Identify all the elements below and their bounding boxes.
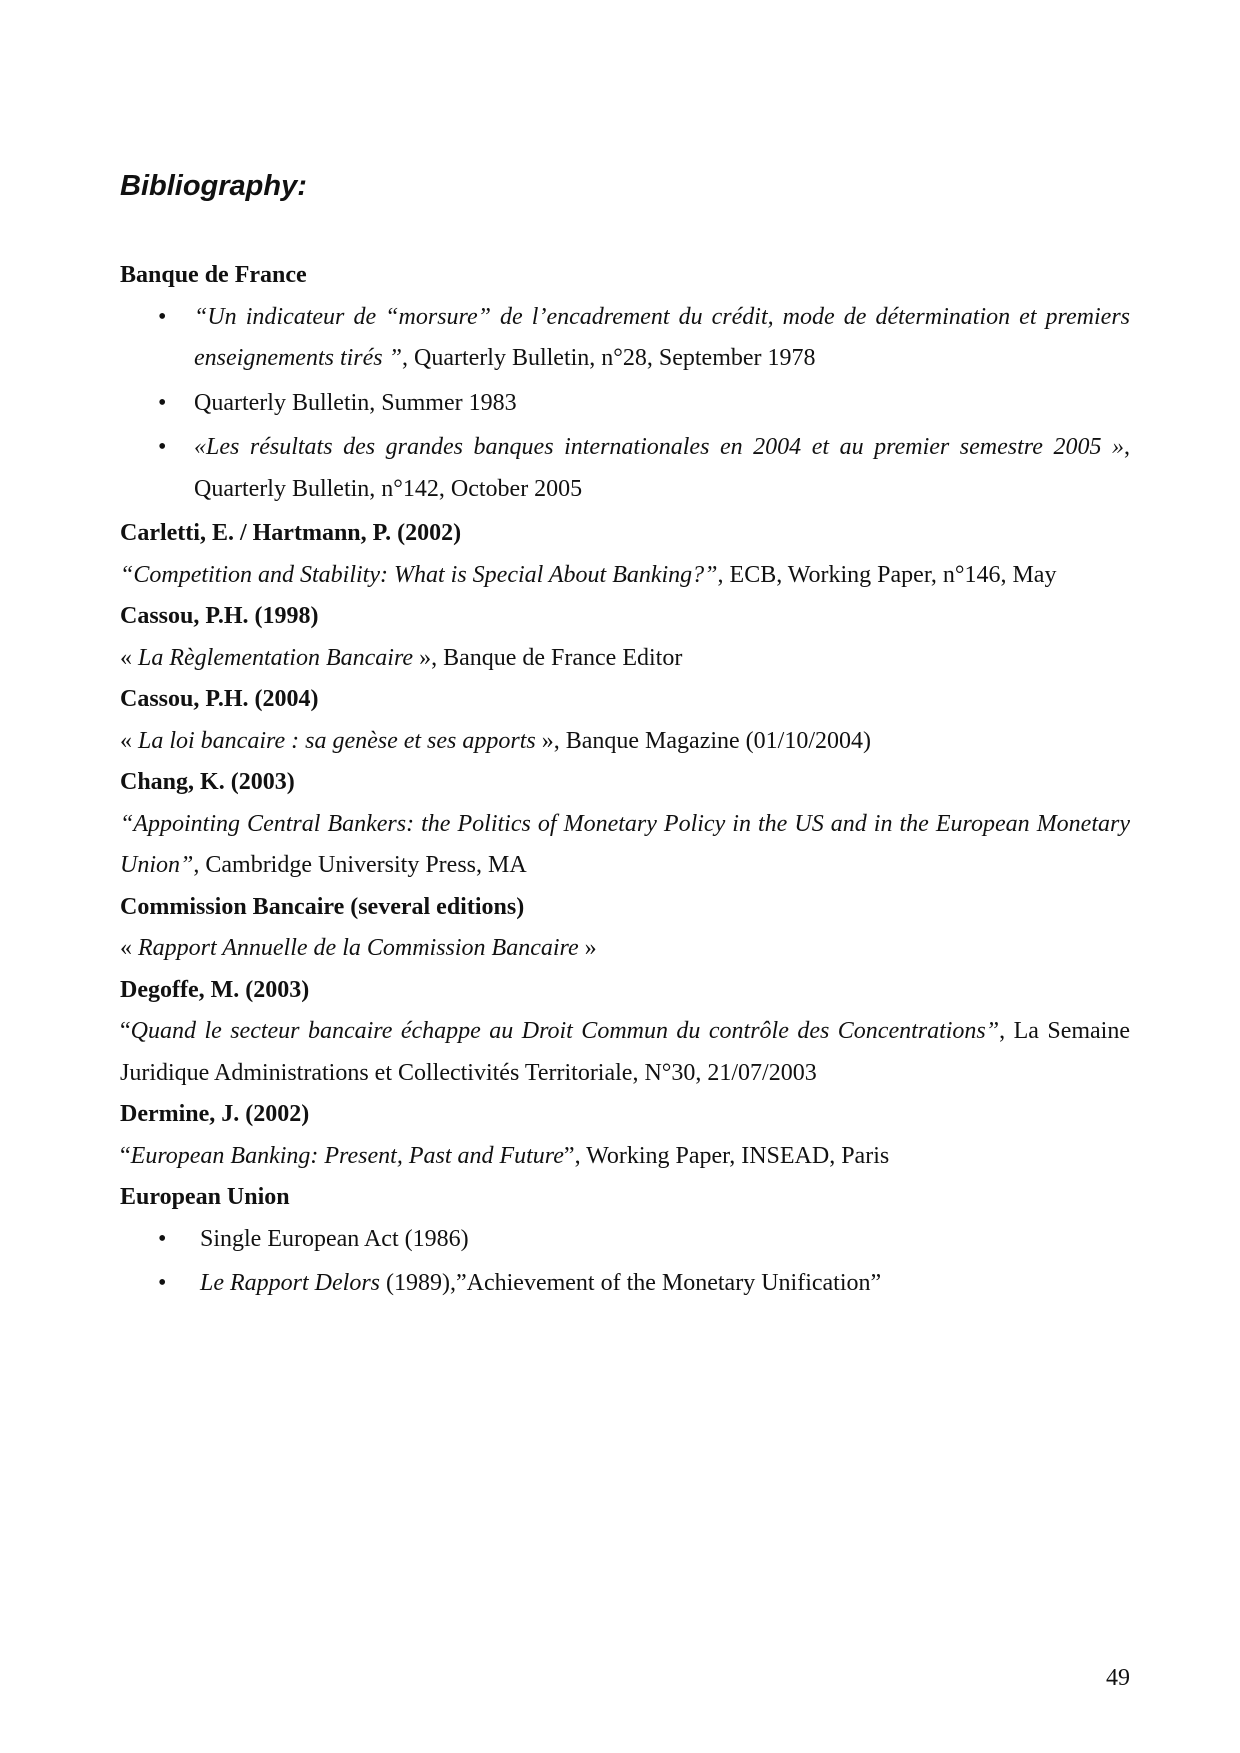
banque-de-france-items [120,297,1130,511]
entry-details: , Quarterly Bulletin, n°142, October 2005 [194,434,1130,502]
bullet-icon: • [158,303,167,330]
bullet-icon: • [158,1225,167,1252]
entry-details: , La Semaine Juridique Administrations et Collectivités Territoriale, N°30, 21/07/2003 [120,1018,1130,1086]
list-item [120,297,1130,380]
entry-title: “Un indicateur de “morsure” de l’encadrement du crédit, mode de détermination et premiers enseignements tirés ” [194,303,1130,371]
entry-details: », Banque de France Editor [413,644,683,671]
entry-title: Quand le secteur bancaire échappe au Droit Commun du contrôle des Concentrations” [130,1018,1000,1044]
entry-details: Single European Act (1986) [200,1225,469,1252]
european-union-items [120,1219,1130,1305]
entry-title: “Appointing Central Bankers: the Politics of Monetary Policy in the US and in the European Monetary Union” [120,810,1130,878]
entry-details: » [578,935,597,961]
entry-prefix: “ [120,1142,131,1169]
entry-title: «Les résultats des grandes banques internationales en 2004 et au premier semestre 2005 » [194,434,1124,460]
entry-details: Quarterly Bulletin, Summer 1983 [194,389,517,416]
entry-author-commission-bancaire: Commission Bancaire (several editions) [120,893,525,920]
entry-title: “Competition and Stability: What is Special About Banking?” [120,561,718,588]
entry-title: Rapport Annuelle de la Commission Bancaire [138,935,579,961]
entry-reference-cassou-1998 [120,638,1130,680]
entry-reference-dermine [120,1136,1130,1178]
entry-prefix: « [120,935,138,961]
entry-author-carletti: Carletti, E. / Hartmann, P. (2002) [120,520,462,546]
entry-reference-commission-bancaire [120,928,1130,970]
entry-title: La loi bancaire : sa genèse et ses apports [138,727,536,754]
bibliography-list [120,255,1130,1308]
entry-author-european-union: European Union [120,1184,290,1210]
entry-reference-chang [120,804,1130,887]
entry-author-cassou-1998: Cassou, P.H. (1998) [120,603,319,629]
bullet-icon: • [158,1270,167,1296]
entry-reference-cassou-2004 [120,721,1130,763]
bullet-icon: • [158,434,167,460]
entry-details: , Cambridge University Press, MA [193,852,527,878]
entry-prefix: « [120,644,138,671]
entry-details: , ECB, Working Paper, n°146, May [717,561,1057,588]
entry-details: (1989),”Achievement of the Monetary Unification” [380,1270,882,1296]
list-item [120,1263,1130,1305]
bullet-icon: • [158,389,167,416]
entry-details: ”, Working Paper, INSEAD, Paris [563,1142,890,1169]
entry-details: , Quarterly Bulletin, n°28, September 1978 [401,345,816,371]
document-page [120,0,1130,1753]
entry-title: Le Rapport Delors [200,1270,380,1296]
list-item [120,383,1130,425]
entry-author-dermine: Dermine, J. (2002) [120,1101,310,1127]
entry-author-banque-de-france: Banque de France [120,262,307,288]
entry-prefix: « [120,727,138,754]
entry-details: », Banque Magazine (01/10/2004) [535,727,871,754]
entry-reference-carletti [120,555,1130,597]
entry-reference-degoffe [120,1011,1130,1094]
page-title: Bibliography: [120,170,307,202]
entry-prefix: “ [120,1018,131,1044]
entry-author-cassou-2004: Cassou, P.H. (2004) [120,686,319,712]
list-item [120,1219,1130,1261]
entry-title: La Règlementation Bancaire [138,644,414,671]
entry-author-chang: Chang, K. (2003) [120,769,295,795]
page-number: 49 [1106,1665,1130,1691]
entry-title: European Banking: Present, Past and Future [130,1142,564,1169]
list-item [120,427,1130,510]
entry-author-degoffe: Degoffe, M. (2003) [120,976,310,1003]
